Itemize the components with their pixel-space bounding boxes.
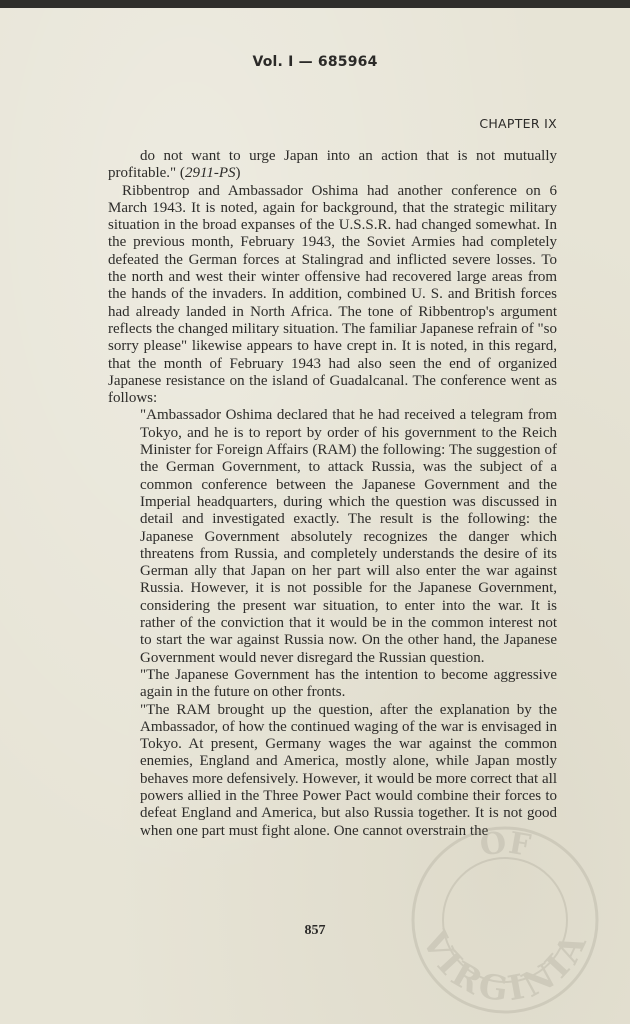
paragraph-continuation — [108, 148, 557, 183]
paragraph-conference: Ribbentrop and Ambassador Oshima had another conference on 6 March 1943. It is noted, again for background, that the strategic military situation in the broad expanses of the U.S.S.R. had changed somewhat. In the previous month, February 1943, the Soviet Armies had completely defeated the German forces at Stalingrad and inflicted severe losses. To the north and west their winter offensive had recovered large areas from the hands of the invaders. In addition, combined U. S. and British forces had already landed in North Africa. The tone of Ribbentrop's argument reflects the changed military situation. The familiar Japanese refrain of "so sorry please" likewise appears to have crept in. It is noted, in this regard, that the month of February 1943 had also seen the end of organized Japanese resistance on the island of Guadalcanal. The conference went as follows: — [108, 182, 557, 407]
university-seal-watermark — [398, 820, 612, 1018]
svg-text:VIRGINIA — [413, 924, 596, 1011]
seal-text-bottom: VIRGINIA — [413, 924, 597, 1011]
seal-text-top: OF — [477, 825, 534, 864]
chapter-heading: CHAPTER IX — [479, 116, 557, 131]
svg-text:OF — [478, 825, 533, 864]
document-citation: 2911-PS — [184, 165, 236, 182]
volume-header: Vol. I — 685964 — [252, 54, 378, 70]
quote-ram-question: "The RAM brought up the question, after the explanation by the Ambassador, of how the continued waging of the war is envisaged in Tokyo. At present, Germany wages the war against the common enemies, England and America, mostly alone, while Japan mostly behaves more defensively. However, it would be more correct that all powers allied in the Three Power Pact would combine their forces to defeat England and America, but also Russia together. It is not good when one part must fight alone. One cannot overstrain the — [140, 701, 557, 839]
body-text — [108, 148, 557, 840]
quote-oshima-declaration: "Ambassador Oshima declared that he had received a telegram from Tokyo, and he is to report by order of his government to the Reich Minister for Foreign Affairs (RAM) the following: The suggestion of the German Government, to attack Russia, was the subject of a common conference between the Japanese Government and the Imperial headquarters, during which the question was discussed in detail and investigated exactly. The result is the following: the Japanese Government absolutely recognizes the danger which threatens from Russia, and completely understands the desire of its German ally that Japan on her part will also enter the war against Russia. However, it is not possible for the Japanese Government, considering the present war situation, to enter into the war. It is rather of the conviction that it would be in the common interest not to start the war against Russia now. On the other hand, the Japanese Government would never disregard the Russian question. — [140, 407, 557, 666]
quote-japanese-intention: "The Japanese Government has the intention to become aggressive again in the future on other fronts. — [140, 666, 557, 701]
paragraph-continuation-text: do not want to urge Japan into an action that is not mutually profitable." ( — [108, 148, 557, 182]
page-number: 857 — [304, 923, 326, 938]
citation-close: ) — [235, 165, 241, 182]
